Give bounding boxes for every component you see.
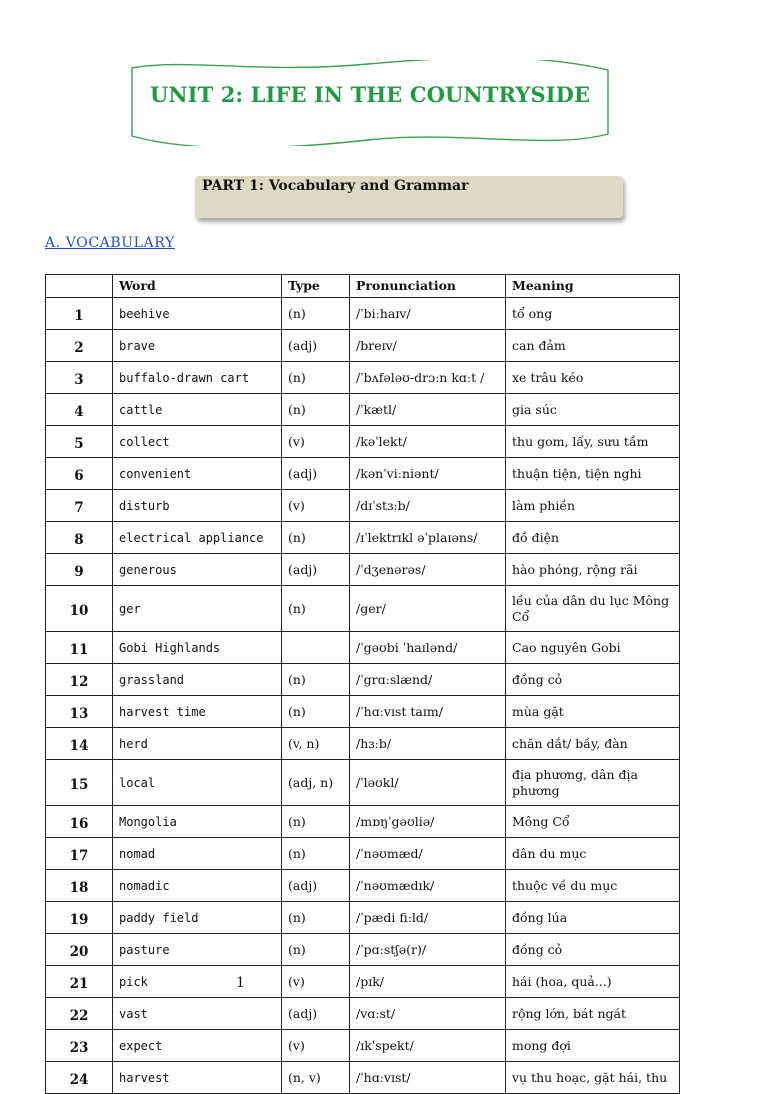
- row-word: expect: [113, 1030, 282, 1062]
- row-type: (n): [282, 586, 350, 632]
- vocabulary-table: [45, 274, 680, 1094]
- row-number: 21: [46, 966, 113, 998]
- row-type: (v, n): [282, 728, 350, 760]
- unit-title-banner: [128, 60, 612, 146]
- row-word: paddy field: [113, 902, 282, 934]
- table-body: [46, 298, 680, 1094]
- row-pronunciation: /ˈkætl/: [350, 394, 506, 426]
- row-meaning: làm phiền: [506, 490, 680, 522]
- row-type: (n): [282, 298, 350, 330]
- row-pronunciation: /ˈgrɑːslænd/: [350, 664, 506, 696]
- table-row: [46, 394, 680, 426]
- row-word: local: [113, 760, 282, 806]
- column-header-number: [46, 275, 113, 298]
- row-type: (v): [282, 426, 350, 458]
- row-number: 22: [46, 998, 113, 1030]
- row-pronunciation: /ˈpædi fiːld/: [350, 902, 506, 934]
- row-meaning: hào phóng, rộng rãi: [506, 554, 680, 586]
- row-number: 12: [46, 664, 113, 696]
- row-word: brave: [113, 330, 282, 362]
- row-meaning: mong đợi: [506, 1030, 680, 1062]
- row-word: grassland: [113, 664, 282, 696]
- row-meaning: đồ điện: [506, 522, 680, 554]
- row-meaning: đồng lúa: [506, 902, 680, 934]
- row-meaning: đồng cỏ: [506, 934, 680, 966]
- row-number: 16: [46, 806, 113, 838]
- row-number: 18: [46, 870, 113, 902]
- table-row: [46, 966, 680, 998]
- row-pronunciation: /ɪkˈspekt/: [350, 1030, 506, 1062]
- row-word: ger: [113, 586, 282, 632]
- row-type: (n): [282, 902, 350, 934]
- row-type: (v): [282, 490, 350, 522]
- row-number: 20: [46, 934, 113, 966]
- row-meaning: tổ ong: [506, 298, 680, 330]
- row-number: 9: [46, 554, 113, 586]
- column-header-type: Type: [282, 275, 350, 298]
- table-row: [46, 664, 680, 696]
- table-row: [46, 1030, 680, 1062]
- page-number: 1: [236, 975, 245, 991]
- row-number: 2: [46, 330, 113, 362]
- row-number: 6: [46, 458, 113, 490]
- row-pronunciation: /ˈhɑːvɪst taɪm/: [350, 696, 506, 728]
- row-pronunciation: /ger/: [350, 586, 506, 632]
- row-pronunciation: /breɪv/: [350, 330, 506, 362]
- row-type: (v): [282, 966, 350, 998]
- table-row: [46, 998, 680, 1030]
- unit-title: UNIT 2: LIFE IN THE COUNTRYSIDE: [149, 82, 591, 107]
- row-pronunciation: /ˈhɑːvɪst/: [350, 1062, 506, 1094]
- row-pronunciation: /ˈnəʊmædɪk/: [350, 870, 506, 902]
- row-meaning: vụ thu hoạc, gặt hái, thu: [506, 1062, 680, 1094]
- row-pronunciation: /pɪk/: [350, 966, 506, 998]
- row-number: 4: [46, 394, 113, 426]
- table-row: [46, 870, 680, 902]
- row-number: 17: [46, 838, 113, 870]
- row-word: nomad: [113, 838, 282, 870]
- row-word: collect: [113, 426, 282, 458]
- row-pronunciation: /dɪˈstɜːb/: [350, 490, 506, 522]
- row-type: (n): [282, 838, 350, 870]
- row-meaning: địa phương, dân địa phương: [506, 760, 680, 806]
- row-meaning: thuận tiện, tiện nghi: [506, 458, 680, 490]
- row-word: nomadic: [113, 870, 282, 902]
- row-word: electrical appliance: [113, 522, 282, 554]
- row-meaning: Cao nguyên Gobi: [506, 632, 680, 664]
- row-number: 13: [46, 696, 113, 728]
- row-word: pasture: [113, 934, 282, 966]
- row-type: (adj): [282, 458, 350, 490]
- row-meaning: gia súc: [506, 394, 680, 426]
- row-pronunciation: /hɜːb/: [350, 728, 506, 760]
- table-row: [46, 838, 680, 870]
- row-pronunciation: /kənˈviːniənt/: [350, 458, 506, 490]
- row-pronunciation: /ˈpɑːstʃə(r)/: [350, 934, 506, 966]
- table-row: [46, 806, 680, 838]
- row-meaning: rộng lớn, bát ngát: [506, 998, 680, 1030]
- column-header-meaning: Meaning: [506, 275, 680, 298]
- table-row: [46, 934, 680, 966]
- table-row: [46, 522, 680, 554]
- column-header-pronunciation: Pronunciation: [350, 275, 506, 298]
- row-number: 24: [46, 1062, 113, 1094]
- row-number: 7: [46, 490, 113, 522]
- table-header-row: [46, 275, 680, 298]
- row-meaning: mùa gặt: [506, 696, 680, 728]
- row-word: buffalo-drawn cart: [113, 362, 282, 394]
- table-row: [46, 1062, 680, 1094]
- row-number: 23: [46, 1030, 113, 1062]
- row-type: (n): [282, 806, 350, 838]
- row-word: Gobi Highlands: [113, 632, 282, 664]
- row-meaning: Mông Cổ: [506, 806, 680, 838]
- table-row: [46, 554, 680, 586]
- row-type: (adj): [282, 998, 350, 1030]
- row-number: 8: [46, 522, 113, 554]
- table-row: [46, 902, 680, 934]
- row-word: cattle: [113, 394, 282, 426]
- row-meaning: hái (hoa, quả...): [506, 966, 680, 998]
- column-header-word: Word: [113, 275, 282, 298]
- row-type: (v): [282, 1030, 350, 1062]
- row-number: 15: [46, 760, 113, 806]
- row-meaning: dân du mục: [506, 838, 680, 870]
- row-word: vast: [113, 998, 282, 1030]
- row-meaning: xe trâu kéo: [506, 362, 680, 394]
- row-pronunciation: /ˈnəʊmæd/: [350, 838, 506, 870]
- row-number: 3: [46, 362, 113, 394]
- table-row: [46, 298, 680, 330]
- row-word: pick: [113, 966, 282, 998]
- row-word: Mongolia: [113, 806, 282, 838]
- row-number: 5: [46, 426, 113, 458]
- table-row: [46, 728, 680, 760]
- table-row: [46, 632, 680, 664]
- part-title: PART 1: Vocabulary and Grammar: [202, 178, 469, 194]
- row-number: 10: [46, 586, 113, 632]
- row-type: (n): [282, 664, 350, 696]
- row-meaning: thu gom, lấy, sưu tầm: [506, 426, 680, 458]
- row-type: (n): [282, 362, 350, 394]
- row-type: (n): [282, 934, 350, 966]
- row-word: disturb: [113, 490, 282, 522]
- row-type: (adj, n): [282, 760, 350, 806]
- table-row: [46, 458, 680, 490]
- row-word: harvest: [113, 1062, 282, 1094]
- part-heading-box: [195, 176, 623, 218]
- table-row: [46, 362, 680, 394]
- row-type: (adj): [282, 870, 350, 902]
- row-pronunciation: /ˈbʌfələʊ-drɔːn kɑːt /: [350, 362, 506, 394]
- table-row: [46, 490, 680, 522]
- row-meaning: chăn dắt/ bầy, đàn: [506, 728, 680, 760]
- section-heading-vocabulary: A. VOCABULARY: [45, 235, 175, 251]
- row-number: 14: [46, 728, 113, 760]
- row-number: 11: [46, 632, 113, 664]
- row-pronunciation: /ˈgəʊbi ˈhaɪlənd/: [350, 632, 506, 664]
- row-pronunciation: /mɒŋˈgəʊliə/: [350, 806, 506, 838]
- row-type: [282, 632, 350, 664]
- row-meaning: can đảm: [506, 330, 680, 362]
- row-word: generous: [113, 554, 282, 586]
- row-meaning: lều của dân du lục Mông Cổ: [506, 586, 680, 632]
- row-type: (n, v): [282, 1062, 350, 1094]
- row-meaning: thuộc về du mục: [506, 870, 680, 902]
- table-row: [46, 426, 680, 458]
- row-number: 19: [46, 902, 113, 934]
- row-pronunciation: /kəˈlekt/: [350, 426, 506, 458]
- row-pronunciation: /ˈbiːhaɪv/: [350, 298, 506, 330]
- row-word: beehive: [113, 298, 282, 330]
- row-pronunciation: /ˈləʊkl/: [350, 760, 506, 806]
- table-row: [46, 330, 680, 362]
- row-pronunciation: /ˈdʒenərəs/: [350, 554, 506, 586]
- row-word: convenient: [113, 458, 282, 490]
- table-row: [46, 696, 680, 728]
- row-word: herd: [113, 728, 282, 760]
- row-number: 1: [46, 298, 113, 330]
- table-row: [46, 760, 680, 806]
- row-meaning: đồng cỏ: [506, 664, 680, 696]
- row-type: (n): [282, 522, 350, 554]
- row-pronunciation: /vɑːst/: [350, 998, 506, 1030]
- row-type: (adj): [282, 330, 350, 362]
- row-type: (adj): [282, 554, 350, 586]
- row-type: (n): [282, 696, 350, 728]
- table-row: [46, 586, 680, 632]
- row-type: (n): [282, 394, 350, 426]
- row-pronunciation: /ɪˈlektrɪkl əˈplaɪəns/: [350, 522, 506, 554]
- row-word: harvest time: [113, 696, 282, 728]
